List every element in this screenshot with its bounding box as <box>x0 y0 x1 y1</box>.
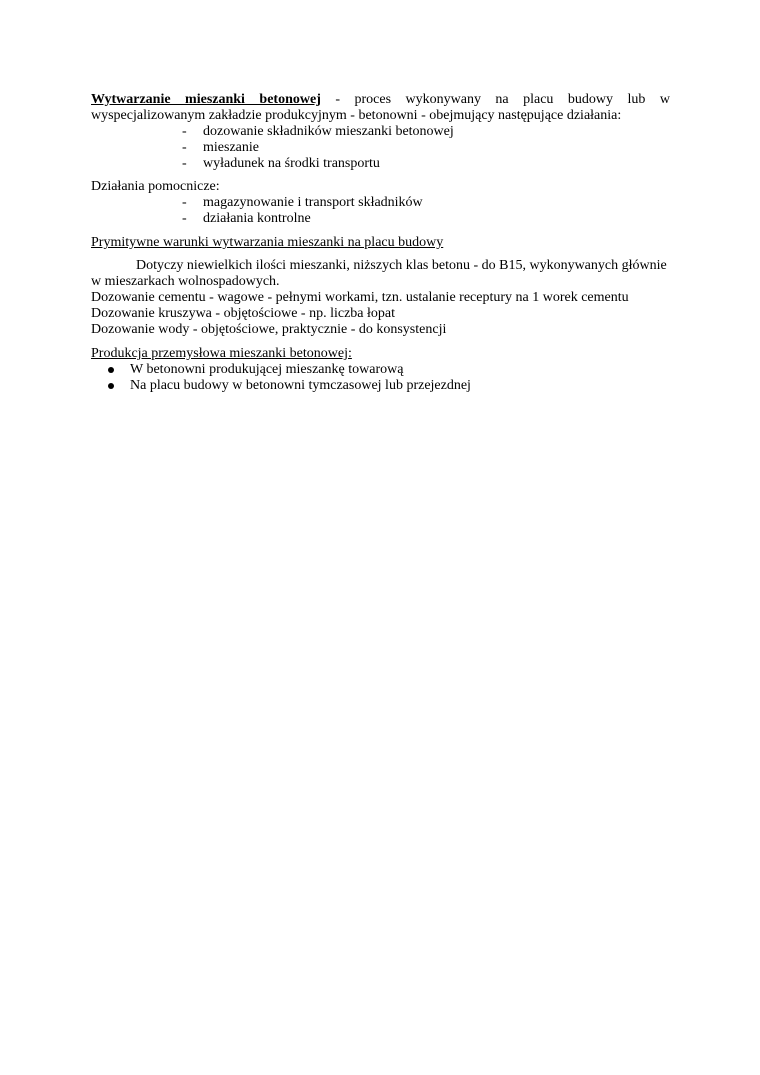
industrial-production-list <box>108 362 471 394</box>
list-item-text: mieszanie <box>203 140 259 155</box>
section-heading-industrial-text: Produkcja przemysłowa mieszanki betonowej: <box>91 346 352 361</box>
bullet-icon <box>108 367 114 373</box>
intro-line-1 <box>91 92 670 108</box>
section-heading-auxiliary: Działania pomocnicze: <box>91 179 220 194</box>
bullet-icon <box>108 383 114 389</box>
dash-marker: - <box>182 211 187 226</box>
list-item-text: W betonowni produkującej mieszankę towarową <box>130 362 404 377</box>
list-item-text: działania kontrolne <box>203 211 311 226</box>
dash-marker: - <box>182 156 187 171</box>
primitive-para-line-2: w mieszarkach wolnospadowych. <box>91 274 280 289</box>
dosing-aggregate-line: Dozowanie kruszywa - objętościowe - np. liczba łopat <box>91 306 396 321</box>
production-steps-list <box>182 124 454 172</box>
section-heading-production: Wytwarzanie mieszanki betonowej <box>91 92 321 107</box>
dosing-water-line: Dozowanie wody - objętościowe, praktycznie - do konsystencji <box>91 322 447 337</box>
list-item <box>182 124 454 140</box>
dosing-cement-line: Dozowanie cementu - wagowe - pełnymi workami, tzn. ustalanie receptury na 1 worek cementu <box>91 290 629 305</box>
section-heading-industrial <box>91 346 670 362</box>
section-heading-primitive <box>91 235 670 251</box>
list-item <box>108 362 471 378</box>
list-item-text: Na placu budowy w betonowni tymczasowej lub przejezdnej <box>130 378 471 393</box>
list-item <box>182 211 423 227</box>
list-item <box>108 378 471 394</box>
list-item-text: dozowanie składników mieszanki betonowej <box>203 124 454 139</box>
section-heading-primitive-text: Prymitywne warunki wytwarzania mieszanki na placu budowy <box>91 235 444 250</box>
list-item-text: wyładunek na środki transportu <box>203 156 380 171</box>
list-item-text: magazynowanie i transport składników <box>203 195 423 210</box>
auxiliary-actions-list <box>182 195 423 227</box>
list-item <box>182 156 454 172</box>
dash-marker: - <box>182 195 187 210</box>
intro-line-1-text: - proces wykonywany na placu budowy lub w <box>320 92 670 107</box>
list-item <box>182 195 423 211</box>
intro-line-2: wyspecjalizowanym zakładzie produkcyjnym - betonowni - obejmujący następujące działania: <box>91 108 622 123</box>
dash-marker: - <box>182 124 187 139</box>
primitive-para-line-1: Dotyczy niewielkich ilości mieszanki, niższych klas betonu - do B15, wykonywanych głównie <box>136 258 667 273</box>
dash-marker: - <box>182 140 187 155</box>
list-item <box>182 140 454 156</box>
